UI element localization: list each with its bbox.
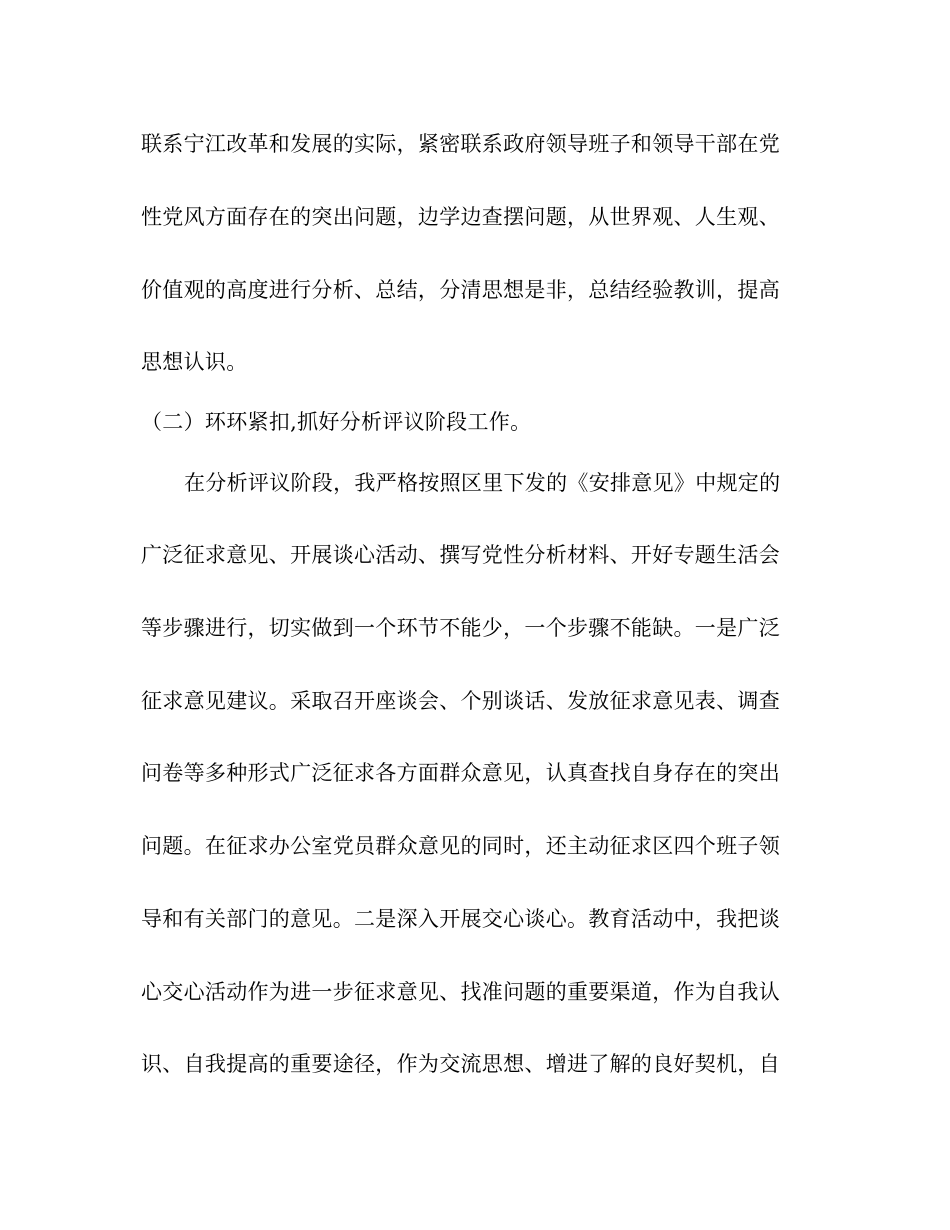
section-heading: （二）环环紧扣,抓好分析评议阶段工作。 — [141, 410, 532, 434]
paragraph-line: 征求意见建议。采取召开座谈会、个别谈话、发放征求意见表、调查 — [141, 689, 780, 713]
paragraph-line: 思想认识。 — [141, 350, 248, 374]
paragraph-line: 识、自我提高的重要途径，作为交流思想、增进了解的良好契机，自 — [141, 1052, 780, 1076]
paragraph-line: 等步骤进行，切实做到一个环节不能少，一个步骤不能缺。一是广泛 — [141, 616, 780, 640]
paragraph-line: 性党风方面存在的突出问题，边学边查摆问题，从世界观、人生观、 — [141, 205, 780, 229]
paragraph-line: 广泛征求意见、开展谈心活动、撰写党性分析材料、开好专题生活会 — [141, 543, 780, 567]
paragraph-line: 在分析评议阶段，我严格按照区里下发的《安排意见》中规定的 — [184, 471, 781, 495]
paragraph-line: 导和有关部门的意见。二是深入开展交心谈心。教育活动中，我把谈 — [141, 907, 780, 931]
paragraph-line: 心交心活动作为进一步征求意见、找准问题的重要渠道，作为自我认 — [141, 980, 780, 1004]
paragraph-line: 问题。在征求办公室党员群众意见的同时，还主动征求区四个班子领 — [141, 834, 780, 858]
paragraph-line: 价值观的高度进行分析、总结，分清思想是非，总结经验教训，提高 — [141, 278, 780, 302]
paragraph-line: 问卷等多种形式广泛征求各方面群众意见，认真查找自身存在的突出 — [141, 761, 780, 785]
paragraph-line: 联系宁江改革和发展的实际，紧密联系政府领导班子和领导干部在党 — [141, 132, 780, 156]
